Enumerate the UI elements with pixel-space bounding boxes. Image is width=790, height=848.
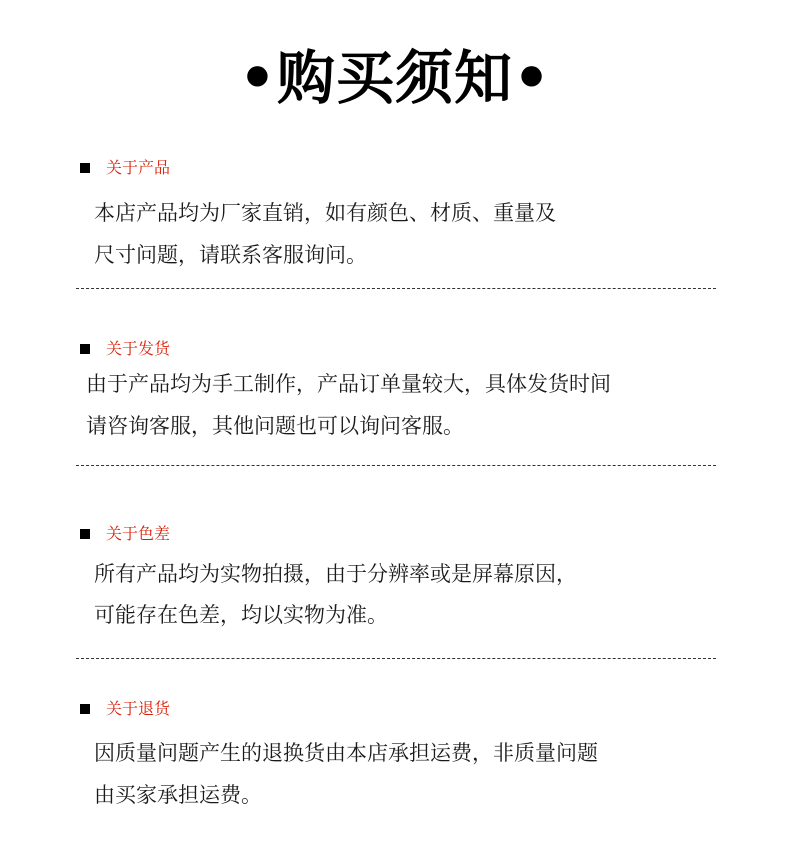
section-heading-label: 关于产品 [106,158,171,177]
page-title: •购买须知• [238,44,552,112]
section-text-line: 请咨询客服，其他问题也可以询问客服。 [86,414,464,438]
section-text-line: 由买家承担运费。 [94,783,262,807]
section-heading-returns [80,698,170,720]
dashed-divider [76,658,716,659]
section-heading-color-difference [80,523,170,545]
square-bullet-icon [80,704,90,714]
section-text-line: 所有产品均为实物拍摄，由于分辨率或是屏幕原因， [94,562,577,586]
section-heading-label: 关于发货 [106,339,171,358]
section-text-line: 因质量问题产生的退换货由本店承担运费，非质量问题 [94,741,598,765]
square-bullet-icon [80,163,90,173]
dashed-divider [76,288,716,289]
section-heading-label: 关于色差 [106,524,171,543]
section-heading-shipping [80,338,170,360]
dashed-divider [76,465,716,466]
section-text-line: 本店产品均为厂家直销，如有颜色、材质、重量及 [94,201,556,225]
section-heading-label: 关于退货 [106,699,171,718]
square-bullet-icon [80,344,90,354]
section-text-line: 尺寸问题，请联系客服询问。 [94,243,367,267]
section-text-line: 可能存在色差，均以实物为准。 [94,603,388,627]
section-heading-product [80,157,170,179]
square-bullet-icon [80,529,90,539]
section-text-line: 由于产品均为手工制作，产品订单量较大，具体发货时间 [86,372,611,396]
